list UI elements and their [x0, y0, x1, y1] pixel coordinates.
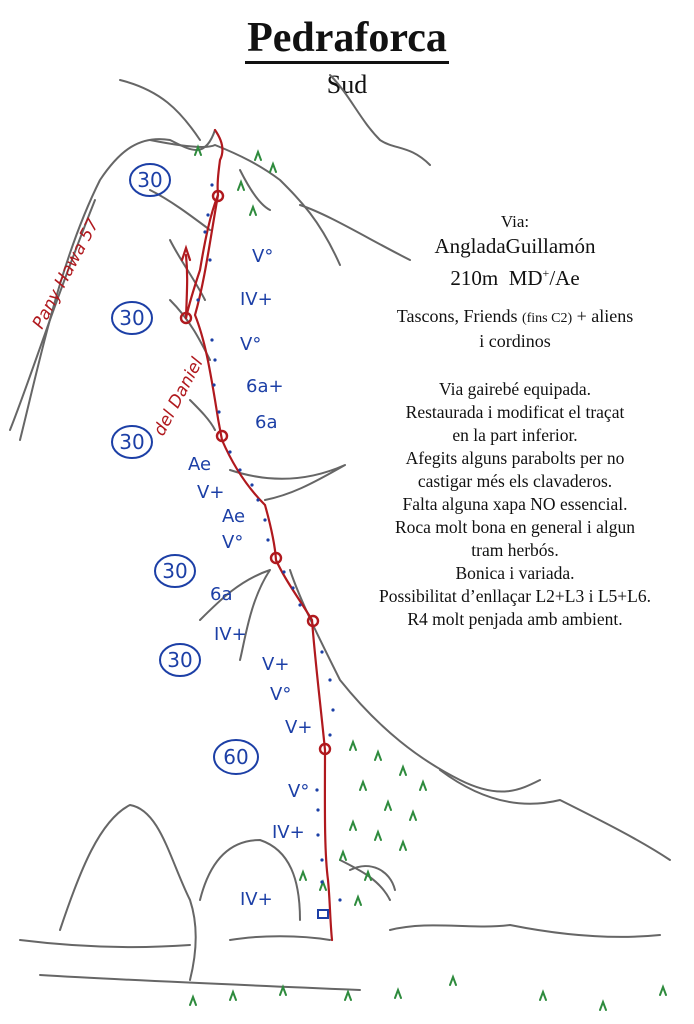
note-line: Falta alguna xapa NO essencial. [402, 494, 628, 514]
grade-label: V° [270, 684, 292, 705]
grade-label: V° [252, 246, 274, 267]
note-line: R4 molt penjada amb ambient. [407, 609, 623, 629]
grade-label: 6a [210, 584, 233, 605]
side-route-label: Pany Hawa 57 [28, 215, 104, 333]
topo-subtitle: Sud [326, 70, 368, 99]
rock-outline [10, 75, 670, 990]
grade-label: Ae [222, 506, 246, 527]
pitch-length-2: 30 [119, 306, 145, 330]
pitch-length-3: 30 [119, 430, 145, 454]
grade-label: IV+ [240, 889, 273, 910]
grade-label: V° [222, 532, 244, 553]
pitch-length-4: 30 [162, 559, 188, 583]
grade-label: IV+ [214, 624, 247, 645]
note-line: Roca molt bona en general i algun [394, 517, 636, 537]
note-line: tram herbós. [471, 540, 559, 560]
grass-marks [190, 147, 666, 1010]
note-line: Restaurada i modificat el traçat [405, 402, 625, 422]
pitch-length-5: 30 [167, 648, 193, 672]
route-grade-sup: + [542, 266, 550, 280]
pitch-length-1: 30 [137, 168, 163, 192]
gear-line-1-small: (fins C2) [521, 311, 573, 326]
start-marker [318, 910, 328, 918]
note-line: Possibilitat d’enllaçar L2+L3 i L5+L6. [379, 586, 651, 606]
gear-line-1-text: Tascons, Friends [396, 306, 518, 326]
grade-label: 6a+ [246, 376, 284, 397]
note-line: Bonica i variada. [455, 563, 575, 583]
gear-line-1-tail: + aliens [576, 306, 634, 326]
grade-label: V° [288, 781, 310, 802]
grade-label: V+ [197, 482, 225, 503]
route-name: AngladaGuillamón [434, 234, 596, 258]
grade-label: V+ [262, 654, 290, 675]
note-line: castigar més els clavaderos. [417, 471, 613, 491]
route-label: Via: [500, 212, 530, 231]
grade-label: 6a [255, 412, 278, 433]
route-grade-suffix: /Ae [549, 266, 580, 290]
side-route-label: del Daniel [149, 354, 208, 440]
grade-label: V+ [285, 717, 313, 738]
title-text: Pedraforca [245, 15, 449, 64]
grade-label: IV+ [240, 289, 273, 310]
note-line: Via gairebé equipada. [439, 379, 591, 399]
grade-label: IV+ [272, 822, 305, 843]
grade-label: Ae [188, 454, 212, 475]
route-grade-prefix: MD [508, 266, 543, 290]
note-line: Afegits alguns parabolts per no [405, 448, 625, 468]
gear-line-2: i cordinos [479, 331, 551, 351]
route-length: 210m [450, 266, 499, 290]
pitch-length-6: 60 [223, 745, 249, 769]
grade-label: V° [240, 334, 262, 355]
note-line: en la part inferior. [452, 425, 578, 445]
